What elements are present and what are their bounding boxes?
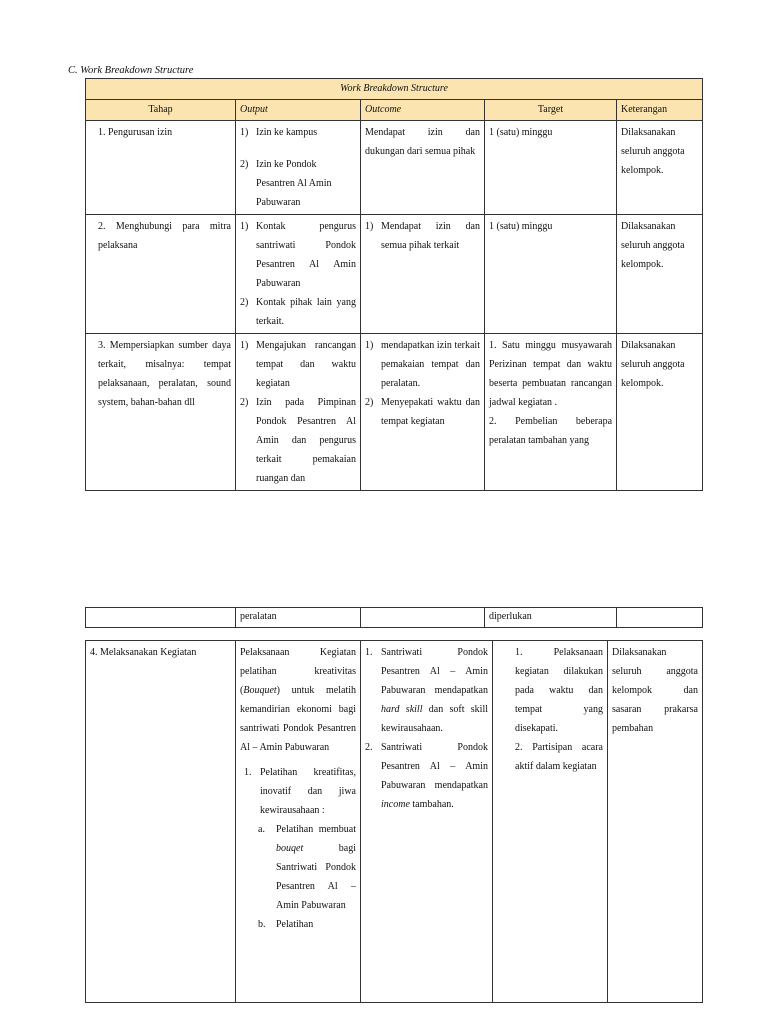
list-item: 2) Menyepakati waktu dan tempat kegiatan [365, 397, 480, 427]
list-item: 1) Izin ke kampus [240, 127, 318, 138]
header-output: Output [236, 100, 361, 121]
table-row [86, 334, 703, 491]
wbs-table [85, 78, 703, 491]
table-row [86, 608, 703, 628]
wbs-table-continued [85, 640, 703, 1003]
cell-keterangan: Dilaksanakan seluruh anggota kelompok. [617, 121, 703, 215]
cell-outcome: Mendapat izin dan dukungan dari semua pihak [361, 121, 485, 215]
list-item: 1. Santriwati Pondok Pesantren Al – Amin Pabuwaran mendapatkan hard skill dan soft skill kewirausahaan. [365, 647, 489, 734]
cell-output: peralatan [236, 608, 361, 628]
list-item: 1. Pelaksanaan kegiatan dilakukan pada waktu dan tempat yang disekapati. [515, 647, 603, 734]
table-row [86, 641, 703, 1003]
cell-output [236, 215, 361, 334]
cell-target: diperlukan [485, 608, 617, 628]
cell-target: 1 (satu) minggu [485, 121, 617, 215]
header-target: Target [485, 100, 617, 121]
cell-outcome [361, 215, 485, 334]
output-description: Pelaksanaan Kegiatan pelatihan kreativitas (Bouquet) untuk melatih kemandirian ekonomi bagi santriwati Pondok Pesantren Al – Amin Pabuwaran [240, 647, 356, 753]
list-item: 2. Partisipan acara aktif dalam kegiatan [515, 742, 603, 772]
continuation-table [85, 607, 703, 628]
cell-tahap: 3. Mempersiapkan sumber daya terkait, misalnya: tempat pelaksanaan, peralatan, sound system, bahan-bahan dll [86, 334, 236, 491]
cell-output [236, 334, 361, 491]
cell-outcome [361, 641, 493, 1003]
list-item: 1) Mengajukan rancangan tempat dan waktu kegiatan [240, 340, 356, 389]
header-tahap: Tahap [86, 100, 236, 121]
cell-keterangan: Dilaksanakan seluruh anggota kelompok. [617, 334, 703, 491]
list-item: 1. Satu minggu musyawarah Perizinan tempat dan waktu beserta pembuatan rancangan jadwal kegiatan . [489, 340, 613, 408]
header-keterangan: Keterangan [617, 100, 703, 121]
list-item: 1. Pelatihan kreatifitas, inovatif dan jiwa kewirausahaan : [244, 767, 356, 816]
table-row [86, 215, 703, 334]
list-item: 1) Kontak pengurus santriwati Pondok Pesantren Al Amin Pabuwaran [240, 221, 356, 289]
list-item: 1) mendapatkan izin terkait pemakaian tempat dan peralatan. [365, 340, 480, 389]
cell-keterangan: Dilaksanakan seluruh anggota kelompok. [617, 215, 703, 334]
list-item: a. Pelatihan membuat bouqet bagi Santriwati Pondok Pesantren Al – Amin Pabuwaran [258, 824, 356, 911]
cell-target [493, 641, 608, 1003]
cell-output [236, 641, 361, 1003]
list-item: 2. Pembelian beberapa peralatan tambahan yang [489, 416, 613, 446]
cell-outcome [361, 334, 485, 491]
list-item: 2) Izin ke Pondok Pesantren Al Amin Pabuwaran [240, 159, 332, 208]
list-item: 1) Mendapat izin dan semua pihak terkait [365, 221, 480, 251]
list-item: 2. Santriwati Pondok Pesantren Al – Amin Pabuwaran mendapatkan income tambahan. [365, 742, 488, 810]
cell-target [485, 334, 617, 491]
list-item: 2) Kontak pihak lain yang terkait. [240, 297, 356, 327]
list-item: 2) Izin pada Pimpinan Pondok Pesantren Al Amin dan pengurus terkait pemakaian ruangan dan [240, 397, 356, 484]
table-row [86, 121, 703, 215]
cell-tahap: 2. Menghubungi para mitra pelaksana [86, 215, 236, 334]
cell-tahap: 1. Pengurusan izin [86, 121, 236, 215]
section-title: C. Work Breakdown Structure [68, 65, 194, 76]
cell-target: 1 (satu) minggu [485, 215, 617, 334]
table-title: Work Breakdown Structure [86, 79, 703, 100]
header-outcome: Outcome [361, 100, 485, 121]
cell-output [236, 121, 361, 215]
cell-keterangan: Dilaksanakan seluruh anggota kelompok dan sasaran prakarsa pembahan [608, 641, 703, 1003]
list-item: b. Pelatihan [258, 919, 314, 930]
cell-tahap: 4. Melaksanakan Kegiatan [86, 641, 236, 1003]
